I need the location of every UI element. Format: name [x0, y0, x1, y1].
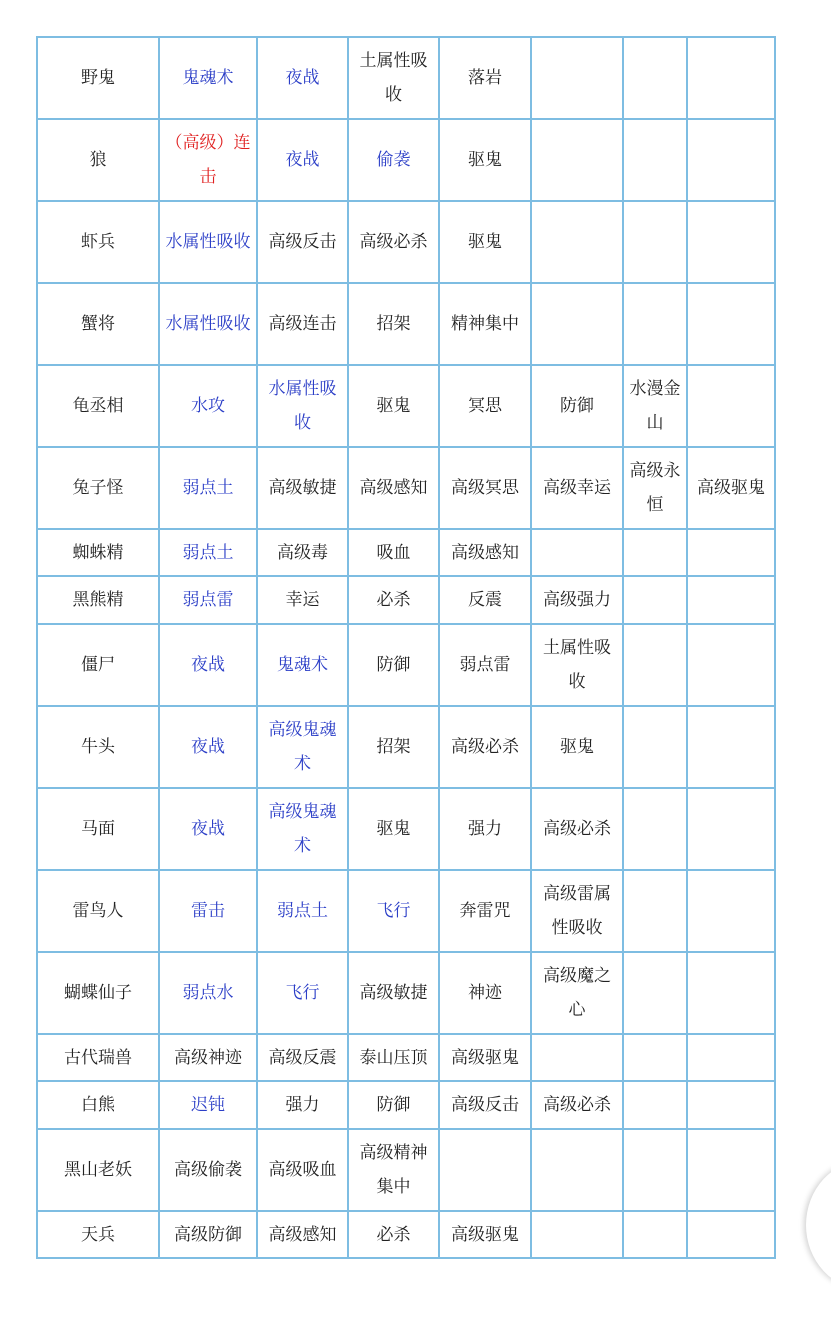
skill-cell: 招架 — [348, 706, 439, 788]
monster-name-cell: 雷鸟人 — [37, 870, 159, 952]
monster-name-cell: 兔子怪 — [37, 447, 159, 529]
skill-cell — [687, 1211, 775, 1258]
monster-name-cell: 白熊 — [37, 1081, 159, 1129]
skill-cell: 高级魔之心 — [531, 952, 623, 1034]
skill-cell: 弱点土 — [257, 870, 348, 952]
skill-cell: 高级反震 — [257, 1034, 348, 1081]
table-row — [37, 952, 775, 1034]
skill-cell — [623, 119, 687, 201]
skill-cell — [531, 1034, 623, 1081]
skill-cell — [623, 1129, 687, 1211]
skill-cell: 必杀 — [348, 576, 439, 624]
skill-cell: 夜战 — [257, 119, 348, 201]
skill-cell: 高级偷袭 — [159, 1129, 257, 1211]
skill-cell — [531, 119, 623, 201]
skill-cell — [623, 1034, 687, 1081]
skill-cell — [623, 529, 687, 576]
monster-name-cell: 黑熊精 — [37, 576, 159, 624]
monster-name-cell: 马面 — [37, 788, 159, 870]
skill-cell — [687, 1129, 775, 1211]
monster-name-cell: 蟹将 — [37, 283, 159, 365]
skill-cell — [623, 1081, 687, 1129]
skill-cell: 土属性吸收 — [348, 37, 439, 119]
table-row — [37, 624, 775, 706]
skill-cell — [687, 952, 775, 1034]
table-body — [37, 37, 775, 1258]
skill-cell: 防御 — [531, 365, 623, 447]
skill-cell — [531, 37, 623, 119]
skill-cell — [531, 201, 623, 283]
monster-name-cell: 蜘蛛精 — [37, 529, 159, 576]
skill-cell: 飞行 — [348, 870, 439, 952]
skill-cell: 高级驱鬼 — [439, 1211, 531, 1258]
skill-cell: 高级神迹 — [159, 1034, 257, 1081]
skill-cell — [623, 201, 687, 283]
skill-cell: 弱点土 — [159, 447, 257, 529]
skill-cell: 高级感知 — [348, 447, 439, 529]
skill-cell: 强力 — [439, 788, 531, 870]
skill-cell: 驱鬼 — [439, 201, 531, 283]
skill-cell: 幸运 — [257, 576, 348, 624]
table-row — [37, 529, 775, 576]
skill-cell: 神迹 — [439, 952, 531, 1034]
skill-cell — [687, 576, 775, 624]
skill-cell: 高级反击 — [439, 1081, 531, 1129]
skill-cell: 高级敏捷 — [257, 447, 348, 529]
skill-cell — [623, 788, 687, 870]
skill-cell: 水属性吸收 — [257, 365, 348, 447]
skill-cell: 飞行 — [257, 952, 348, 1034]
monster-name-cell: 牛头 — [37, 706, 159, 788]
skill-cell: 高级强力 — [531, 576, 623, 624]
skill-cell — [623, 624, 687, 706]
skill-cell: 水攻 — [159, 365, 257, 447]
table-row — [37, 37, 775, 119]
skill-cell — [623, 870, 687, 952]
skill-cell: 驱鬼 — [348, 788, 439, 870]
table-row — [37, 706, 775, 788]
monster-name-cell: 狼 — [37, 119, 159, 201]
skill-cell: 高级必杀 — [439, 706, 531, 788]
skill-cell: 奔雷咒 — [439, 870, 531, 952]
skill-cell: 高级必杀 — [531, 1081, 623, 1129]
skill-cell: 高级必杀 — [531, 788, 623, 870]
skill-cell: 防御 — [348, 624, 439, 706]
table-row — [37, 1034, 775, 1081]
skill-cell — [623, 576, 687, 624]
skill-cell — [531, 283, 623, 365]
table-row — [37, 788, 775, 870]
skill-cell: 吸血 — [348, 529, 439, 576]
skill-cell: 夜战 — [159, 788, 257, 870]
skill-cell: 高级反击 — [257, 201, 348, 283]
skill-cell — [439, 1129, 531, 1211]
monster-name-cell: 古代瑞兽 — [37, 1034, 159, 1081]
skill-cell: 偷袭 — [348, 119, 439, 201]
monster-name-cell: 天兵 — [37, 1211, 159, 1258]
skill-cell: 水属性吸收 — [159, 283, 257, 365]
skill-cell: 高级冥思 — [439, 447, 531, 529]
skill-cell: 夜战 — [257, 37, 348, 119]
skill-cell: 冥思 — [439, 365, 531, 447]
skill-cell: 高级鬼魂术 — [257, 706, 348, 788]
skill-cell — [687, 788, 775, 870]
skill-cell — [687, 870, 775, 952]
skill-cell: 弱点水 — [159, 952, 257, 1034]
skill-cell — [687, 1081, 775, 1129]
monster-name-cell: 蝴蝶仙子 — [37, 952, 159, 1034]
skill-cell — [623, 706, 687, 788]
skill-cell — [687, 624, 775, 706]
skill-cell: 高级幸运 — [531, 447, 623, 529]
table-row — [37, 1211, 775, 1258]
skill-cell: 高级精神集中 — [348, 1129, 439, 1211]
table-row — [37, 119, 775, 201]
monster-name-cell: 黑山老妖 — [37, 1129, 159, 1211]
table-row — [37, 201, 775, 283]
skill-cell — [687, 119, 775, 201]
skill-cell: 精神集中 — [439, 283, 531, 365]
skill-cell — [531, 1129, 623, 1211]
skill-cell: 夜战 — [159, 624, 257, 706]
skill-cell — [623, 283, 687, 365]
skill-cell: 高级驱鬼 — [687, 447, 775, 529]
monster-name-cell: 僵尸 — [37, 624, 159, 706]
skill-cell: 高级感知 — [439, 529, 531, 576]
skill-cell: 弱点雷 — [159, 576, 257, 624]
skill-cell: 高级必杀 — [348, 201, 439, 283]
monster-skill-table — [36, 36, 776, 1259]
skill-cell: 高级吸血 — [257, 1129, 348, 1211]
skill-cell: 弱点土 — [159, 529, 257, 576]
skill-cell: 高级驱鬼 — [439, 1034, 531, 1081]
table-row — [37, 365, 775, 447]
skill-cell: 鬼魂术 — [257, 624, 348, 706]
skill-cell: 弱点雷 — [439, 624, 531, 706]
monster-name-cell: 龟丞相 — [37, 365, 159, 447]
skill-cell: 高级防御 — [159, 1211, 257, 1258]
skill-cell: 强力 — [257, 1081, 348, 1129]
skill-cell — [687, 529, 775, 576]
skill-cell: 高级永恒 — [623, 447, 687, 529]
table-row — [37, 283, 775, 365]
skill-cell: 鬼魂术 — [159, 37, 257, 119]
skill-cell: 高级雷属性吸收 — [531, 870, 623, 952]
skill-cell: 高级感知 — [257, 1211, 348, 1258]
skill-cell: 夜战 — [159, 706, 257, 788]
skill-cell: 水漫金山 — [623, 365, 687, 447]
skill-cell — [687, 365, 775, 447]
skill-cell: 水属性吸收 — [159, 201, 257, 283]
skill-cell — [687, 283, 775, 365]
floating-circle-button[interactable] — [806, 1160, 831, 1290]
skill-cell: （高级）连击 — [159, 119, 257, 201]
skill-cell: 高级敏捷 — [348, 952, 439, 1034]
skill-cell: 反震 — [439, 576, 531, 624]
skill-cell: 落岩 — [439, 37, 531, 119]
skill-cell — [623, 952, 687, 1034]
monster-name-cell: 虾兵 — [37, 201, 159, 283]
skill-cell: 防御 — [348, 1081, 439, 1129]
skill-cell — [531, 1211, 623, 1258]
skill-cell — [687, 706, 775, 788]
table-row — [37, 870, 775, 952]
skill-cell: 必杀 — [348, 1211, 439, 1258]
skill-cell: 招架 — [348, 283, 439, 365]
skill-cell: 高级连击 — [257, 283, 348, 365]
skill-cell: 高级毒 — [257, 529, 348, 576]
table-row — [37, 576, 775, 624]
monster-name-cell: 野鬼 — [37, 37, 159, 119]
skill-cell — [623, 1211, 687, 1258]
skill-cell: 土属性吸收 — [531, 624, 623, 706]
table-row — [37, 1129, 775, 1211]
skill-cell: 泰山压顶 — [348, 1034, 439, 1081]
skill-cell: 驱鬼 — [531, 706, 623, 788]
skill-cell — [687, 37, 775, 119]
skill-cell — [623, 37, 687, 119]
skill-cell: 雷击 — [159, 870, 257, 952]
table-row — [37, 1081, 775, 1129]
skill-cell: 驱鬼 — [348, 365, 439, 447]
skill-cell — [687, 201, 775, 283]
skill-cell — [687, 1034, 775, 1081]
table-row — [37, 447, 775, 529]
skill-cell: 高级鬼魂术 — [257, 788, 348, 870]
skill-cell: 驱鬼 — [439, 119, 531, 201]
skill-cell: 迟钝 — [159, 1081, 257, 1129]
skill-cell — [531, 529, 623, 576]
